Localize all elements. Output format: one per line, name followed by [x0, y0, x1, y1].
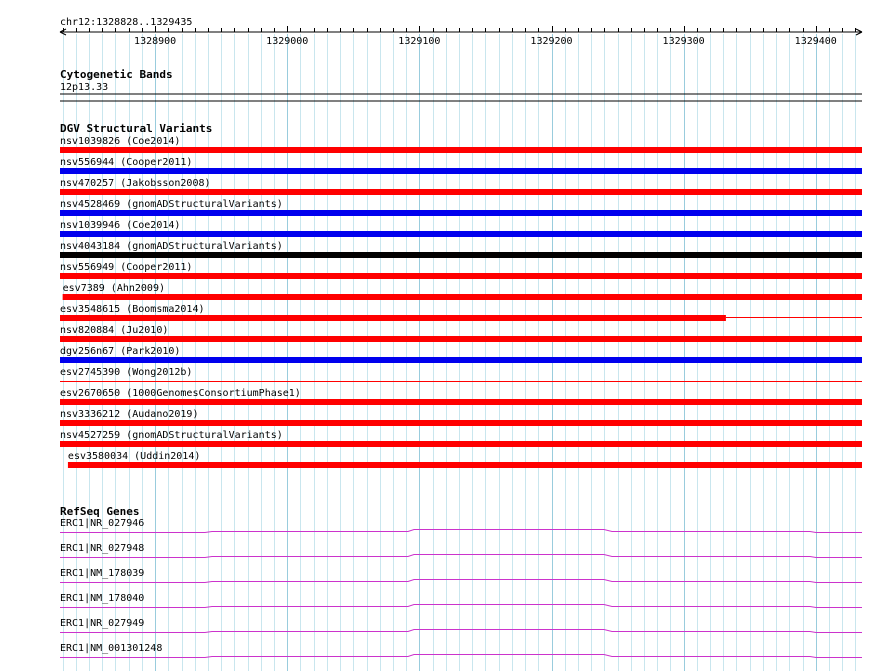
dgv-feature-label: nsv556944 (Cooper2011): [60, 157, 193, 168]
dgv-feature-bar[interactable]: [60, 231, 862, 237]
refseq-gene-label: ERC1|NM_178039: [60, 568, 145, 579]
dgv-feature-label: nsv820884 (Ju2010): [60, 325, 169, 336]
refseq-gene[interactable]: [60, 593, 862, 608]
refseq-gene-line[interactable]: [60, 605, 862, 608]
dgv-feature-label: nsv4043184 (gnomADStructuralVariants): [60, 241, 283, 252]
ruler-tick-label: 1329000: [266, 36, 309, 47]
refseq-gene-line[interactable]: [60, 530, 862, 533]
refseq-genes-track: [60, 505, 862, 658]
dgv-feature[interactable]: [60, 136, 862, 153]
dgv-feature-bar[interactable]: [68, 462, 862, 468]
dgv-feature[interactable]: [60, 388, 862, 405]
dgv-feature-bar[interactable]: [60, 273, 862, 279]
dgv-feature-bar[interactable]: [60, 315, 726, 321]
dgv-feature-label: dgv256n67 (Park2010): [60, 346, 181, 357]
dgv-feature[interactable]: [60, 409, 862, 426]
region-label: chr12:1328828..1329435: [60, 17, 193, 28]
dgv-feature-bar[interactable]: [60, 399, 862, 405]
refseq-gene-line[interactable]: [60, 555, 862, 558]
dgv-feature[interactable]: [60, 325, 862, 342]
dgv-feature-bar[interactable]: [60, 147, 862, 153]
dgv-feature-bar[interactable]: [60, 336, 862, 342]
refseq-gene[interactable]: [60, 618, 862, 633]
ruler-tick-label: 1329100: [398, 36, 441, 47]
ruler-tick-label: 1328900: [134, 36, 177, 47]
dgv-feature-bar[interactable]: [60, 357, 862, 363]
refseq-gene-label: ERC1|NR_027948: [60, 543, 145, 554]
refseq-gene[interactable]: [60, 518, 862, 533]
dgv-feature-bar[interactable]: [60, 441, 862, 447]
refseq-gene-line[interactable]: [60, 580, 862, 583]
ruler-tick-label: 1329300: [662, 36, 705, 47]
dgv-feature-label: esv2745390 (Wong2012b): [60, 367, 193, 378]
dgv-feature[interactable]: [60, 367, 862, 382]
dgv-feature-label: esv3548615 (Boomsma2014): [60, 304, 205, 315]
refseq-track-title: RefSeq Genes: [60, 505, 140, 518]
dgv-feature[interactable]: [60, 157, 862, 174]
dgv-structural-variants-track: [60, 122, 862, 468]
ruler-tick-label: 1329400: [794, 36, 837, 47]
refseq-gene[interactable]: [60, 568, 862, 583]
dgv-feature-bar[interactable]: [60, 210, 862, 216]
dgv-feature[interactable]: [68, 451, 862, 468]
dgv-feature-bar[interactable]: [60, 420, 862, 426]
dgv-feature-bar[interactable]: [60, 252, 862, 258]
dgv-feature[interactable]: [60, 430, 862, 447]
refseq-gene-label: ERC1|NR_027946: [60, 518, 145, 529]
dgv-feature[interactable]: [60, 262, 862, 279]
dgv-feature-bar[interactable]: [60, 168, 862, 174]
dgv-feature[interactable]: [60, 178, 862, 195]
refseq-gene-label: ERC1|NR_027949: [60, 618, 145, 629]
dgv-feature-label: esv2670650 (1000GenomesConsortiumPhase1): [60, 388, 301, 399]
dgv-feature-bar[interactable]: [60, 189, 862, 195]
dgv-feature[interactable]: [60, 304, 862, 321]
refseq-gene-label: ERC1|NM_001301248: [60, 643, 163, 654]
refseq-gene[interactable]: [60, 543, 862, 558]
dgv-feature-label: esv3580034 (Uddin2014): [67, 451, 201, 462]
ruler-tick-label: 1329200: [530, 36, 573, 47]
dgv-track-title: DGV Structural Variants: [60, 122, 213, 135]
cytogenetic-bands-track: [60, 68, 862, 101]
dgv-feature-label: nsv556949 (Cooper2011): [60, 262, 193, 273]
dgv-feature-label: nsv470257 (Jakobsson2008): [60, 178, 211, 189]
dgv-feature[interactable]: [60, 220, 862, 237]
dgv-feature[interactable]: [60, 241, 862, 258]
dgv-feature-bar[interactable]: [63, 294, 862, 300]
dgv-feature-label: nsv3336212 (Audano2019): [60, 409, 199, 420]
dgv-feature-label: nsv1039826 (Coe2014): [60, 136, 181, 147]
refseq-gene-label: ERC1|NM_178040: [60, 593, 145, 604]
ruler-ticks: [60, 26, 862, 47]
dgv-feature-label: nsv1039946 (Coe2014): [60, 220, 181, 231]
refseq-gene[interactable]: [60, 643, 862, 658]
dgv-feature-label: esv7389 (Ahn2009): [62, 283, 166, 294]
cytoband-track-title: Cytogenetic Bands: [60, 68, 173, 81]
dgv-feature[interactable]: [60, 199, 862, 216]
coordinate-ruler: [60, 17, 862, 47]
refseq-gene-line[interactable]: [60, 655, 862, 658]
refseq-gene-line[interactable]: [60, 630, 862, 633]
dgv-feature[interactable]: [60, 346, 862, 363]
dgv-feature-label: nsv4528469 (gnomADStructuralVariants): [60, 199, 283, 210]
dgv-feature-list: [60, 136, 862, 468]
cytoband-band-label: 12p13.33: [60, 82, 109, 93]
dgv-feature-label: nsv4527259 (gnomADStructuralVariants): [60, 430, 283, 441]
refseq-gene-list: [60, 518, 862, 658]
